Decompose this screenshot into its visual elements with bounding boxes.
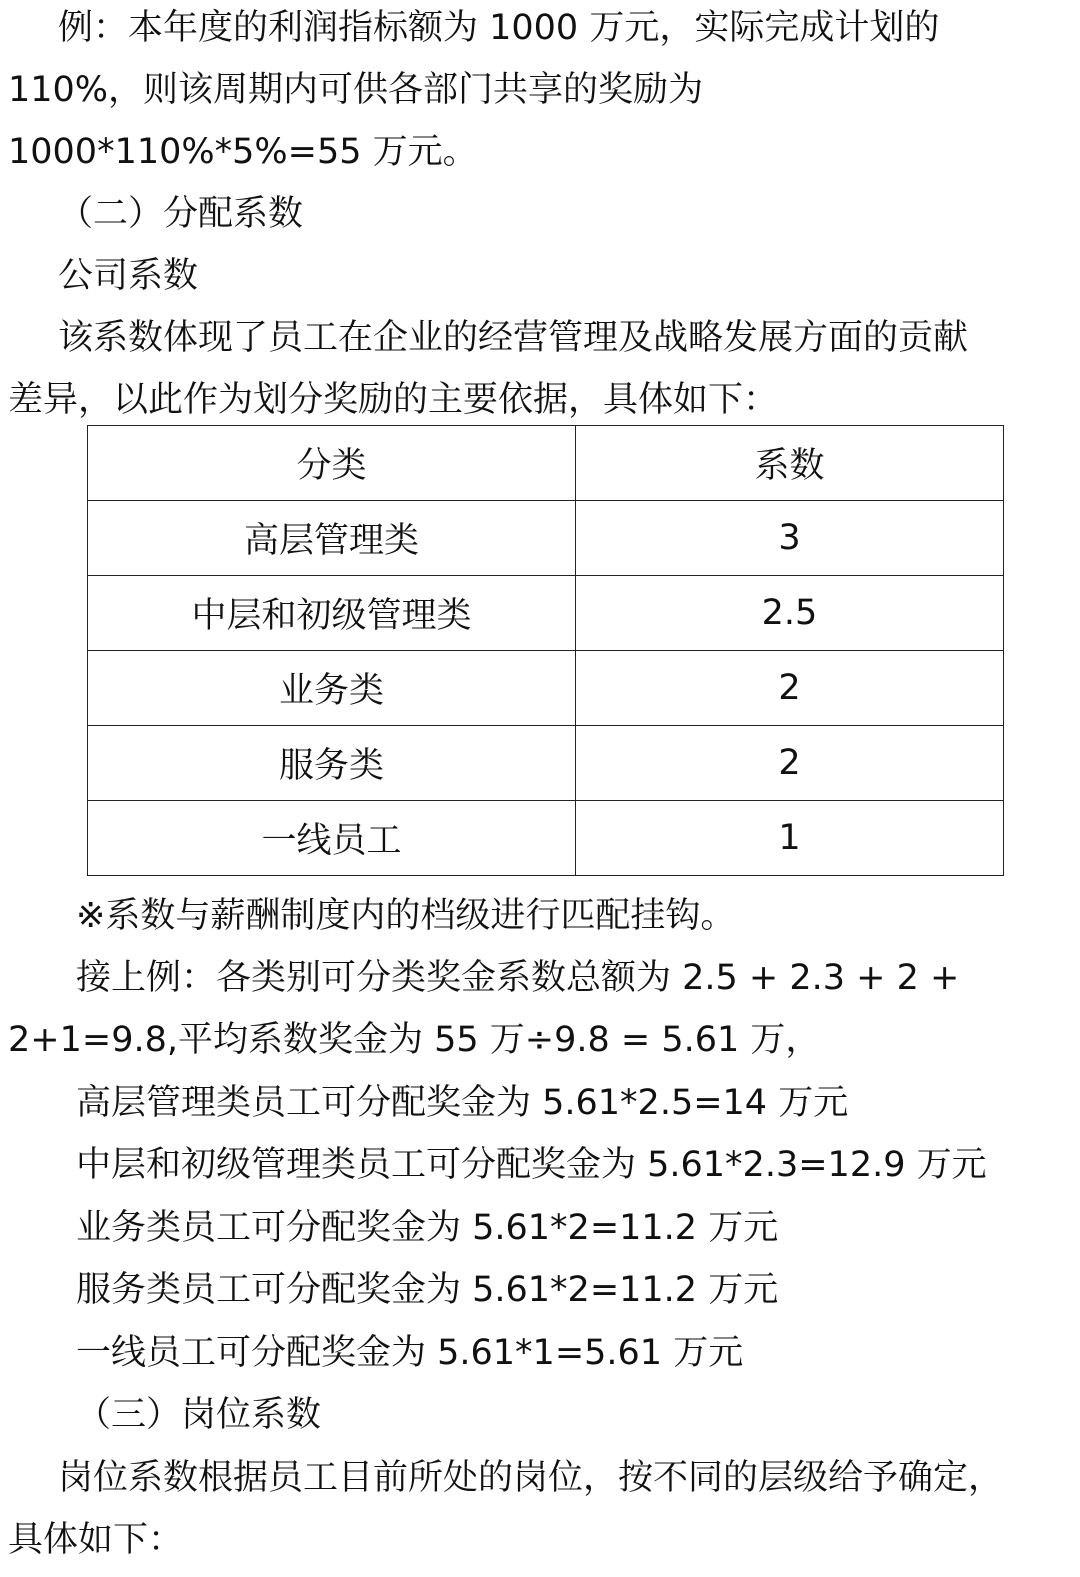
example-text-line-3: 1000*110%*5%=55 万元。 [8,132,478,172]
company-coefficient-heading: 公司系数 [58,256,199,296]
calc-middle-management: 中层和初级管理类员工可分配奖金为 5.61*2.3=12.9 万元 [76,1145,987,1185]
table-header-category: 分类 [88,426,576,501]
table-cell-coefficient: 1 [576,801,1004,876]
table-cell-category: 业务类 [88,651,576,726]
table-cell-category: 服务类 [88,726,576,801]
table-row [88,576,1004,651]
calc-business: 业务类员工可分配奖金为 5.61*2=11.2 万元 [76,1208,779,1248]
table-row [88,726,1004,801]
table-row [88,651,1004,726]
company-coefficient-description-line-1: 该系数体现了员工在企业的经营管理及战略发展方面的贡献 [58,318,969,358]
table-header-coefficient: 系数 [576,426,1004,501]
section-heading-position-coefficient: （三）岗位系数 [76,1395,322,1435]
coefficient-note: ※系数与薪酬制度内的档级进行匹配挂钩。 [76,896,736,936]
continued-example-line-1: 接上例：各类别可分类奖金系数总额为 2.5 + 2.3 + 2 + [76,958,960,998]
calc-frontline: 一线员工可分配奖金为 5.61*1=5.61 万元 [76,1333,744,1373]
table-cell-category: 中层和初级管理类 [88,576,576,651]
example-text-line-1: 例：本年度的利润指标额为 1000 万元，实际完成计划的 [58,8,940,48]
company-coefficient-description-line-2: 差异，以此作为划分奖励的主要依据，具体如下： [8,380,779,420]
table-cell-coefficient: 2 [576,726,1004,801]
table-row [88,801,1004,876]
table-cell-category: 一线员工 [88,801,576,876]
coefficient-table [87,425,1004,876]
position-coefficient-description-line-2: 具体如下： [8,1520,184,1560]
table-cell-coefficient: 3 [576,501,1004,576]
table-cell-coefficient: 2.5 [576,576,1004,651]
calc-service: 服务类员工可分配奖金为 5.61*2=11.2 万元 [76,1270,779,1310]
example-text-line-2: 110%，则该周期内可供各部门共享的奖励为 [8,70,704,110]
table-row [88,501,1004,576]
section-heading-distribution-coefficient: （二）分配系数 [58,194,304,234]
position-coefficient-description-line-1: 岗位系数根据员工目前所处的岗位，按不同的层级给予确定， [58,1458,1004,1498]
continued-example-line-2: 2+1=9.8,平均系数奖金为 55 万÷9.8 = 5.61 万， [8,1020,821,1060]
table-cell-category: 高层管理类 [88,501,576,576]
table-cell-coefficient: 2 [576,651,1004,726]
table-header-row [88,426,1004,501]
calc-senior-management: 高层管理类员工可分配奖金为 5.61*2.5=14 万元 [76,1083,849,1123]
